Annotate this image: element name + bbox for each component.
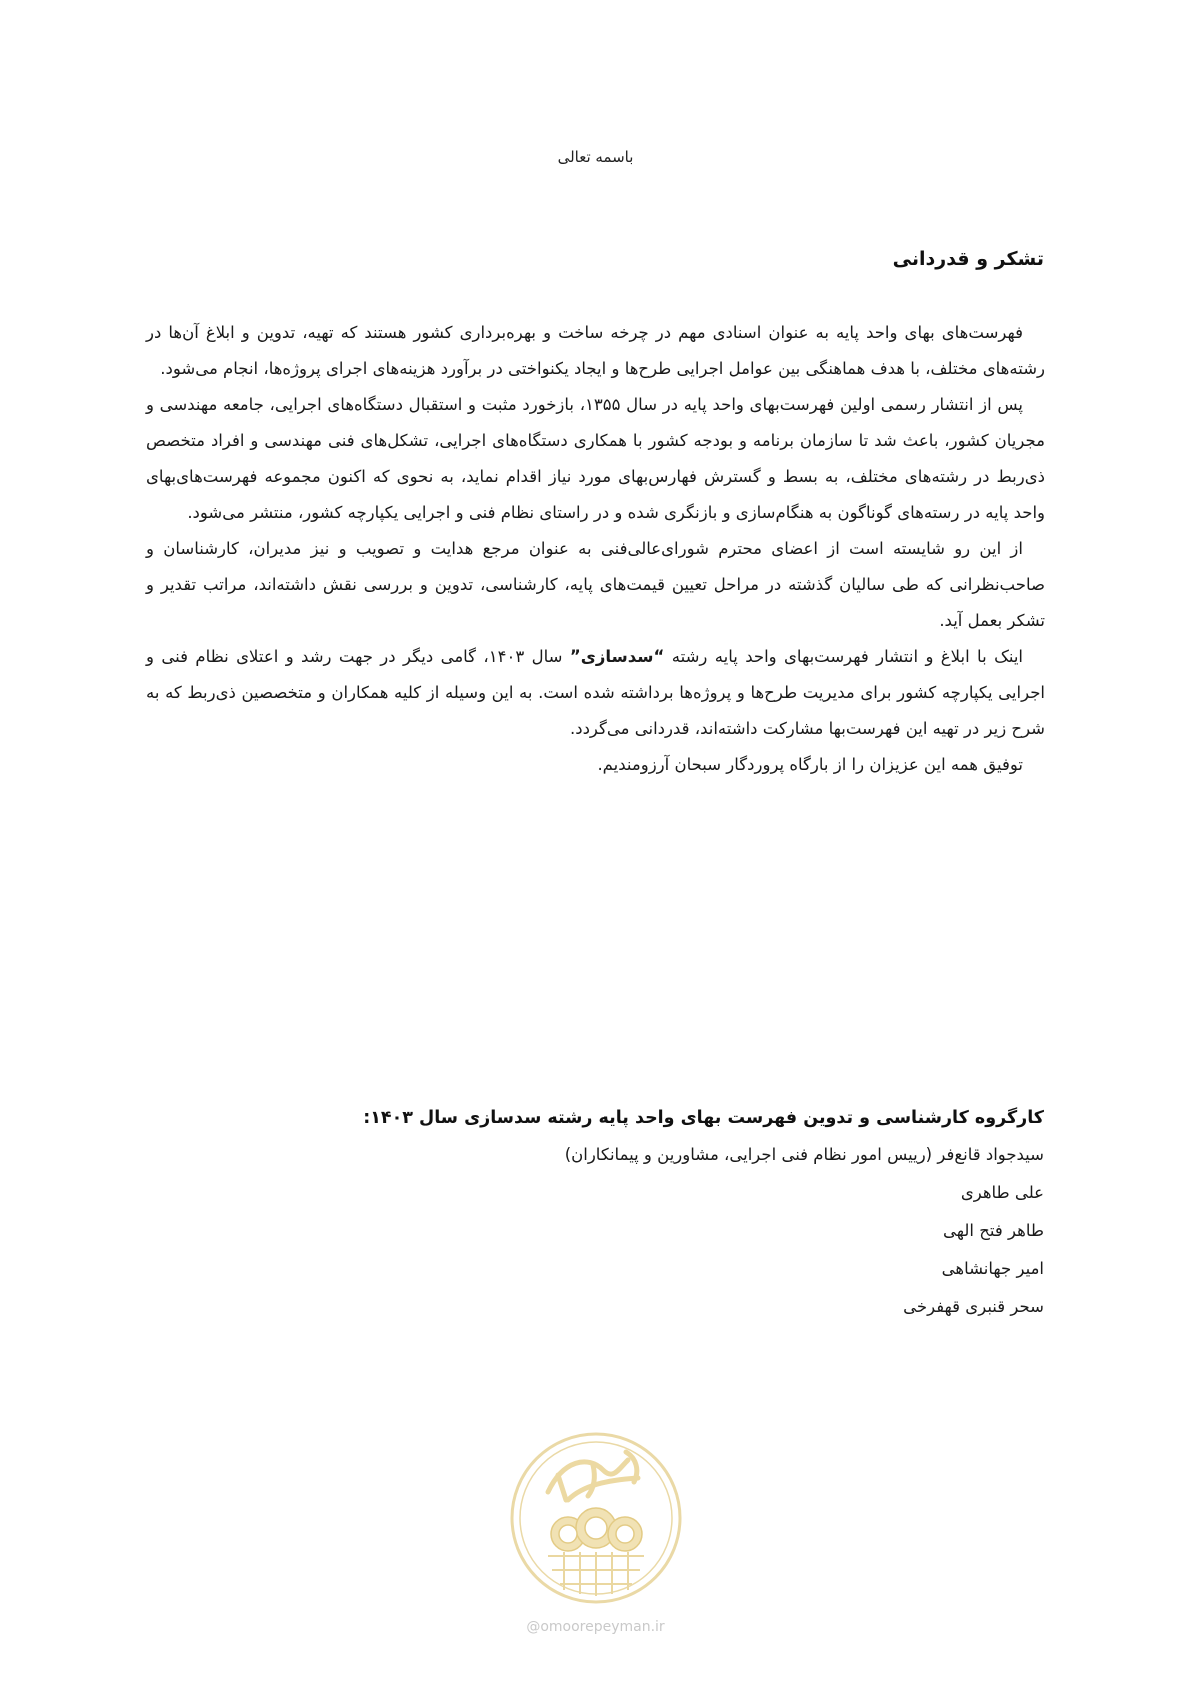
team-heading: کارگروه کارشناسی و تدوین فهرست بهای واحد پایه رشته سدسازی سال ۱۴۰۳: <box>363 1108 1044 1128</box>
paragraph-4-field-name: “سدسازی” <box>569 647 665 666</box>
team-member: سحر قنبری قهفرخی <box>903 1297 1044 1316</box>
page-header-bismillah: باسمه تعالی <box>557 148 634 166</box>
team-section <box>144 1100 1044 1326</box>
paragraph-4-end: سال ۱۴۰۳، گامی دیگر در جهت رشد و اعتلای نظام فنی و اجرایی یکپارچه کشور برای مدیریت طرح‌ها و پروژه‌ها برداشته شده است. به این وسیله از کلیه همکاران و متخصصین ذی‌ربط که به شرح زیر در تهیه این فهرست‌بها مشارکت داشته‌اند، قدردانی می‌گردد. <box>146 647 1045 738</box>
paragraph-5: توفیق همه این عزیزان را از بارگاه پروردگار سبحان آرزومندیم. <box>597 755 1023 774</box>
paragraph-4 <box>146 639 1045 747</box>
team-member: طاهر فتح الهی <box>943 1221 1044 1240</box>
team-member: سیدجواد قانع‌فر (رییس امور نظام فنی اجرایی، مشاورین و پیمانکاران) <box>564 1145 1044 1164</box>
page-title: تشکر و قدردانی <box>892 248 1044 270</box>
paragraph-1: فهرست‌های بهای واحد پایه به عنوان اسنادی مهم در چرخه ساخت و بهره‌برداری کشور هستند که تهیه، تدوین و ابلاغ آن‌ها در رشته‌های مختلف، با هدف هماهنگی بین عوامل اجرایی طرح‌ها و ایجاد یکنواختی در برآورد هزینه‌های اجرای پروژه‌ها، انجام می‌شود. <box>146 323 1045 378</box>
team-member: علی طاهری <box>960 1183 1044 1202</box>
watermark-seal-logo <box>508 1430 684 1606</box>
paragraph-4-start: اینک با ابلاغ و انتشار فهرست‌بهای واحد پایه رشته <box>664 647 1023 666</box>
paragraph-2: پس از انتشار رسمی اولین فهرست‌بهای واحد پایه در سال ۱۳۵۵، بازخورد مثبت و استقبال دستگاه‌های اجرایی، جامعه مهندسی و مجریان کشور، باعث شد تا سازمان برنامه و بودجه کشور با همکاری دستگاه‌های اجرایی، تشکل‌های فنی مهندسی و افراد متخصص ذی‌ربط در رشته‌های مختلف، به بسط و گسترش فهارس‌بهای مورد نیاز اقدام نماید، به نحوی که اکنون مجموعه فهرست‌های‌بهای واحد پایه در رسته‌های گوناگون به هنگام‌سازی و بازنگری شده و در راستای نظام فنی و اجرایی یکپارچه کشور، منتشر می‌شود. <box>146 395 1045 522</box>
acknowledgement-body <box>146 315 1045 783</box>
team-member: امیر جهانشاهی <box>941 1259 1044 1278</box>
watermark-caption: @omoorepeyman.ir <box>526 1619 665 1635</box>
paragraph-3: از این رو شایسته است از اعضای محترم شورای‌عالی‌فنی به عنوان مرجع هدایت و تصویب و نیز مدیران، کارشناسان و صاحب‌نظرانی که طی سالیان گذشته در مراحل تعیین قیمت‌های پایه، کارشناسی، تدوین و بررسی نقش داشته‌اند، مراتب تقدیر و تشکر بعمل آید. <box>146 539 1045 630</box>
